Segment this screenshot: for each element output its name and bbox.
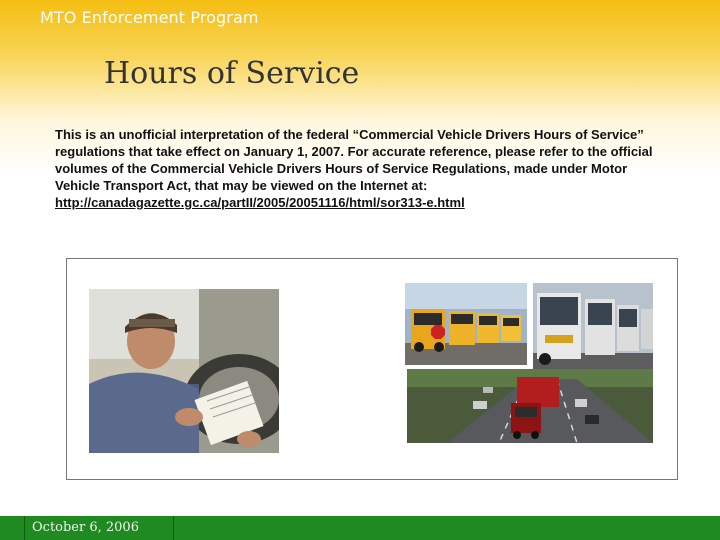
intro-text-block — [55, 126, 665, 211]
footer-date: October 6, 2006 — [24, 516, 174, 540]
photo-collage-frame — [66, 258, 678, 480]
highway-trucks-photo — [407, 369, 653, 443]
intro-paragraph: This is an unofficial interpretation of the federal “Commercial Vehicle Drivers Hours of Service” regulations that take effect on January 1, 2007. For accurate reference, please refer to the official volumes of the Commercial Vehicle Drivers Hours of Service Regulations, made under Motor Vehicle Transport Act, that may be viewed on the Internet at: — [55, 127, 653, 193]
driver-logbook-photo — [89, 289, 279, 453]
regulations-link[interactable]: http://canadagazette.gc.ca/partII/2005/20051116/html/sor313-e.html — [55, 195, 465, 210]
school-buses-photo — [405, 283, 527, 365]
slide-title: Hours of Service — [104, 56, 360, 91]
program-title: MTO Enforcement Program — [40, 8, 259, 27]
coach-buses-photo — [533, 283, 653, 371]
